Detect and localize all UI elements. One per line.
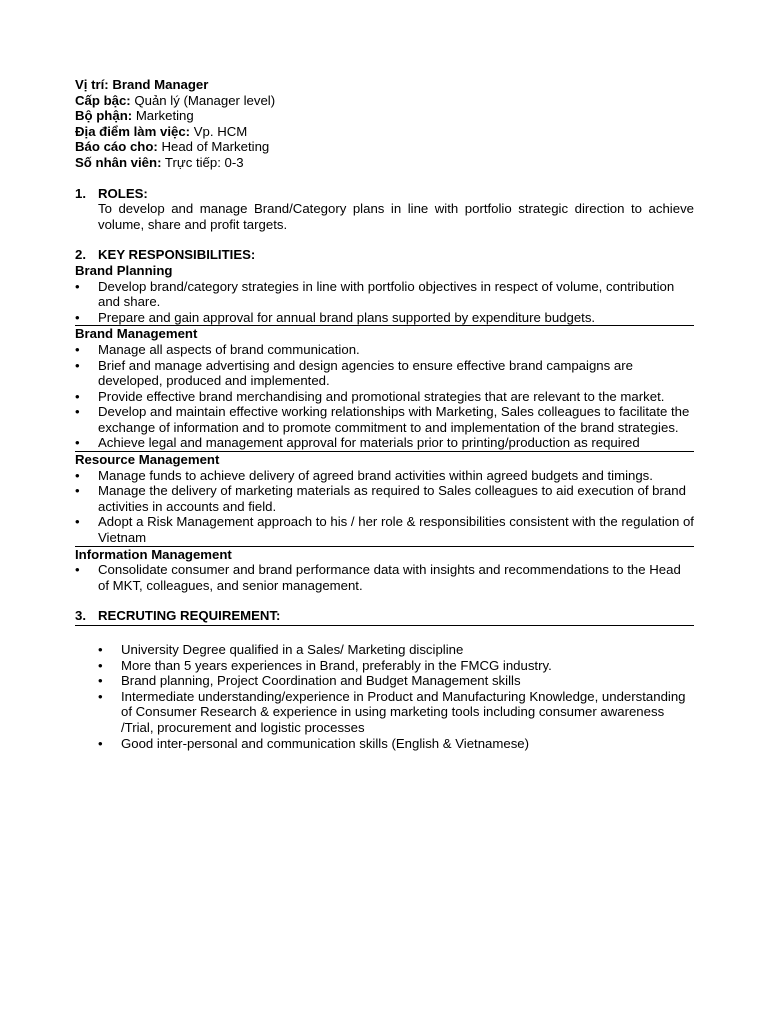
list-item-text: Good inter-personal and communication skills (English & Vietnamese) [121,735,530,751]
section-title: ROLES: [98,185,148,201]
responsibilities-section [75,247,694,593]
header-position [75,77,694,93]
header-label: Bộ phận: [75,108,133,124]
list-item [75,310,694,326]
list-item-text: Manage all aspects of brand communication. [98,341,360,357]
roles-heading [75,186,694,202]
bullet-icon: • [75,404,80,420]
bullet-icon: • [98,735,103,751]
list-item-text: Consolidate consumer and brand performance data with insights and recommendations to the Head of MKT, colleagues, and senior management. [98,562,681,593]
list-item-text: Achieve legal and management approval for materials prior to printing/production as required [98,435,640,451]
header-value: Vp. HCM [193,123,248,139]
header-reports-to [75,139,694,155]
list-item-text: Provide effective brand merchandising and promotional strategies that are relevant to the market. [98,388,665,404]
list-item-text: Prepare and gain approval for annual brand plans supported by expenditure budgets. [98,309,596,325]
bullet-icon: • [75,278,80,294]
brand-planning-list [75,279,694,326]
header-value: Trực tiếp: 0-3 [164,154,244,170]
divider [75,625,694,626]
header-value: Head of Marketing [161,139,270,155]
bullet-icon: • [98,657,103,673]
list-item [75,483,694,514]
section-number: 2. [75,247,86,263]
list-item [75,689,694,736]
list-item [75,514,694,545]
bullet-icon: • [75,309,80,325]
list-item [75,435,694,451]
list-item-text: Brief and manage advertising and design agencies to ensure effective brand campaigns are developed, produced and implemented. [98,357,633,389]
information-management-list [75,562,694,593]
list-item [75,404,694,435]
list-item-text: Develop brand/category strategies in line with portfolio objectives in respect of volume, contribution and share. [98,278,675,310]
group-title-resource-management: Resource Management [75,451,694,468]
group-title-brand-planning: Brand Planning [75,262,173,278]
header-location [75,124,694,140]
list-item [75,389,694,405]
header-label: Địa điểm làm việc: [75,123,191,139]
list-item [75,673,694,689]
list-item [75,736,694,752]
list-item-text: Brand planning, Project Coordination and Budget Management skills [121,673,521,689]
section-title: RECRUTING REQUIREMENT: [98,608,281,624]
resource-management-list [75,468,694,546]
bullet-icon: • [75,562,80,578]
brand-management-list [75,342,694,451]
list-item [75,642,694,658]
header-value: Brand Manager [112,77,209,92]
section-number: 3. [75,608,86,624]
bullet-icon: • [98,688,103,704]
list-item-text: Adopt a Risk Management approach to his / her role & responsibilities consistent with the regulation of Vietnam [98,514,694,546]
header-label: Số nhân viên: [75,154,162,170]
bullet-icon: • [75,435,80,451]
header-department [75,108,694,124]
group-title-information-management: Information Management [75,546,694,563]
header-block [75,77,694,171]
list-item-text: Manage the delivery of marketing materials as required to Sales colleagues to aid execution of brand activities in accounts and field. [98,483,686,514]
list-item-text: Develop and maintain effective working relationships with Marketing, Sales colleagues to facilitate the exchange of information and to promote commitment to and implementation of the brand strategies. [98,404,690,435]
list-item-text: Manage funds to achieve delivery of agreed brand activities within agreed budgets and timings. [98,467,653,483]
roles-text: To develop and manage Brand/Category plans in line with portfolio strategic direction to achieve volume, share and profit targets. [98,201,694,232]
list-item [75,279,694,310]
requirements-heading [75,608,694,624]
roles-section [75,186,694,233]
bullet-icon: • [75,388,80,404]
responsibilities-heading [75,247,694,263]
job-description-page [75,77,694,751]
bullet-icon: • [98,642,103,657]
requirements-list [75,642,694,751]
bullet-icon: • [75,514,80,530]
header-staff-count [75,155,694,171]
group-title-brand-management: Brand Management [75,325,694,342]
bullet-icon: • [75,483,80,499]
requirements-section [75,608,694,751]
bullet-icon: • [75,341,80,357]
header-level [75,93,694,109]
list-item [75,562,694,593]
list-item-text: Intermediate understanding/experience in Product and Manufacturing Knowledge, understanding of Consumer Research & experience in using marketing tools including consumer awareness /Trial, procurement and logistic processes [121,688,686,735]
section-number: 1. [75,185,86,201]
list-item [75,342,694,358]
header-value: Quản lý (Manager level) [134,92,276,108]
header-label: Cấp bậc: [75,92,131,108]
section-title: KEY RESPONSIBILITIES: [98,247,256,263]
bullet-icon: • [75,357,80,373]
header-label: Báo cáo cho: [75,139,158,155]
list-item [75,658,694,674]
list-item-text: More than 5 years experiences in Brand, preferably in the FMCG industry. [121,657,552,673]
list-item [75,468,694,484]
header-value: Marketing [135,108,194,124]
bullet-icon: • [75,467,80,483]
header-label: Vị trí: [75,77,109,92]
list-item-text: University Degree qualified in a Sales/ Marketing discipline [121,642,464,657]
bullet-icon: • [98,673,103,689]
list-item [75,358,694,389]
